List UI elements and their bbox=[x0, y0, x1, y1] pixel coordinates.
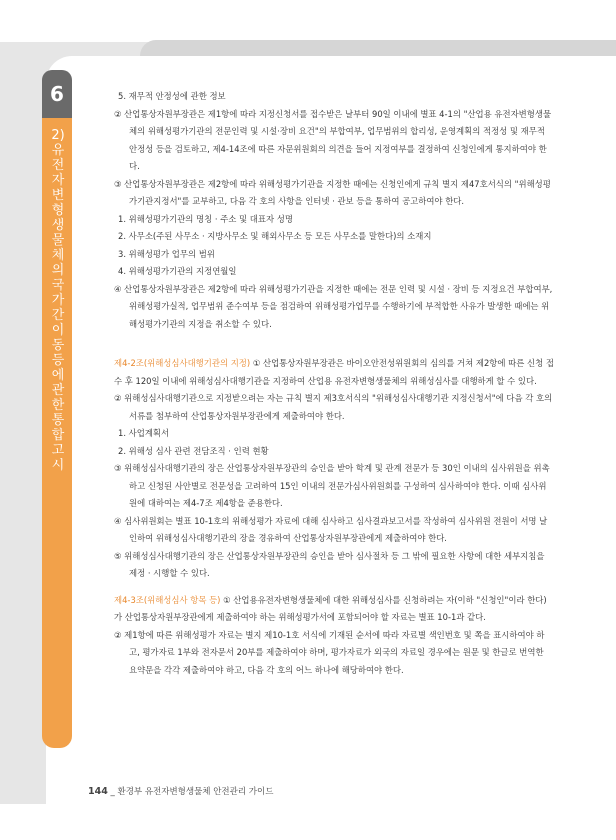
article-heading: 제4-3조(위해성심사 항목 등) bbox=[114, 594, 221, 605]
paragraph: ③ 산업통상자원부장관은 제2항에 따라 위해성평가기관을 지정한 때에는 신청인에게 규칙 별지 제47호서식의 "위해성평가기관지정서"를 교부하고, 다음 각 호의 사항을 인터넷 · 관보 등을 통하여 공고하여야 한다. bbox=[114, 178, 551, 206]
paragraph: ② 제1항에 따른 위해성평가 자료는 별지 제10-1호 서식에 기재된 순서에 따라 자료별 색인번호 및 쪽을 표시하여야 하고, 평가자료 1부와 전자문서 20부를 제출하여야 하며, 평가자료가 외국의 자료일 경우에는 원문 및 한글로 번역한 요약문을 각각 제출하여야 하고, 다음 각 호의 어느 하나에 해당하여야 한다. bbox=[114, 629, 545, 675]
page-number: 144 bbox=[88, 786, 108, 797]
page-footer bbox=[88, 785, 273, 797]
section-gap bbox=[114, 333, 554, 355]
chapter-number: 6 bbox=[42, 70, 72, 118]
article-text: ① 산업용유전자변형생물체에 대한 위해성심사를 신청하려는 자(이하 "신청인"이라 한다)가 산업통상자원부장관에게 제출하여야 하는 위해성평가서에 포함되어야 할 자료는 별표 10-1과 같다. bbox=[114, 594, 547, 622]
list-item: 3. 위해성평가 업무의 범위 bbox=[118, 248, 215, 259]
document-body bbox=[114, 88, 554, 679]
footer-text: _ 환경부 유전자변형생물체 안전관리 가이드 bbox=[110, 787, 274, 797]
article-paragraph bbox=[114, 592, 554, 627]
section-gap bbox=[114, 583, 554, 592]
paragraph: ② 산업통상자원부장관은 제1항에 따라 지정신청서를 접수받은 날부터 90일 이내에 별표 4-1의 "산업용 유전자변형생물체의 위해성평가기관의 전문인력 및 시설·장비 요건"의 부합여부, 업무범위의 합리성, 운영계획의 적정성 및 재무적 안정성 등을 검토하고, 제4-14조에 따른 자문위원회의 의견을 들어 지정여부를 결정하여 신청인에게 통지하여야 한다. bbox=[114, 108, 552, 171]
article-heading: 제4-2조(위해성심사대행기관의 지정) bbox=[114, 358, 251, 368]
list-item: 1. 위해성평가기관의 명칭 · 주소 및 대표자 성명 bbox=[118, 213, 293, 224]
list-item: 2. 사무소(주된 사무소 · 지방사무소 및 해외사무소 등 모든 사무소를 말한다)의 소재지 bbox=[118, 231, 432, 241]
list-item: 1. 사업계획서 bbox=[118, 428, 170, 438]
article-text: ① 산업통상자원부장관은 바이오안전성위원회의 심의를 거쳐 제2항에 따른 신청 접수 후 120일 이내에 위해성심사대행기관을 지정하여 산업용 유전자변형생물체의 위해성심사를 대행하게 할 수 있다. bbox=[114, 358, 554, 386]
list-item: 4. 위해성평가기관의 지정연월일 bbox=[118, 266, 237, 276]
paragraph: ② 위해성심사대행기관으로 지정받으려는 자는 규칙 별지 제3호서식의 "위해성심사대행기관 지정신청서"에 다음 각 호의 서류를 첨부하여 산업통상자원부장관에게 제출하여야 한다. bbox=[114, 393, 553, 421]
chapter-title: 2) 유전자변형생물체의 국가간 이동 등에 관한 통합고시 bbox=[51, 128, 65, 473]
article-paragraph bbox=[114, 355, 554, 390]
paragraph: 5. 재무적 안정성에 관한 정보 bbox=[118, 91, 226, 101]
paragraph: ⑤ 위해성심사대행기관의 장은 산업통상자원부장관의 승인을 받아 심사절차 등 그 밖에 필요한 사항에 대한 세부지침을 제정 · 시행할 수 있다. bbox=[114, 550, 545, 578]
list-item: 2. 위해성 심사 관련 전담조직 · 인력 현황 bbox=[118, 445, 269, 456]
paragraph: ④ 산업통상자원부장관은 제2항에 따라 위해성평가기관을 지정한 때에는 전문 인력 및 시설 · 장비 등 지정요건 부합여부, 위해성평가실적, 업무범위 준수여부 등을 점검하여 위해성평가업무를 수행하기에 부적합한 사유가 발생한 때에는 위해성평가기관의 지정을 취소할 수 있다. bbox=[114, 283, 553, 329]
paragraph: ③ 위해성심사대행기관의 장은 산업통상자원부장관의 승인을 받아 학계 및 관계 전문가 등 30인 이내의 심사위원을 위촉하고 신청된 사안별로 전문성을 고려하여 15인 이내의 전문가심사위원회를 구성하여 심사하여야 한다. 이때 심사위원에 대하여는 제4-7조 제4항을 준용한다. bbox=[114, 463, 550, 508]
paragraph: ④ 심사위원회는 별표 10-1호의 위해성평가 자료에 대해 심사하고 심사결과보고서를 작성하여 심사위원 전원이 서명 날인하여 위해성심사대행기관의 장을 경유하여 산업통상자원부장관에게 제출하여야 한다. bbox=[114, 515, 548, 543]
